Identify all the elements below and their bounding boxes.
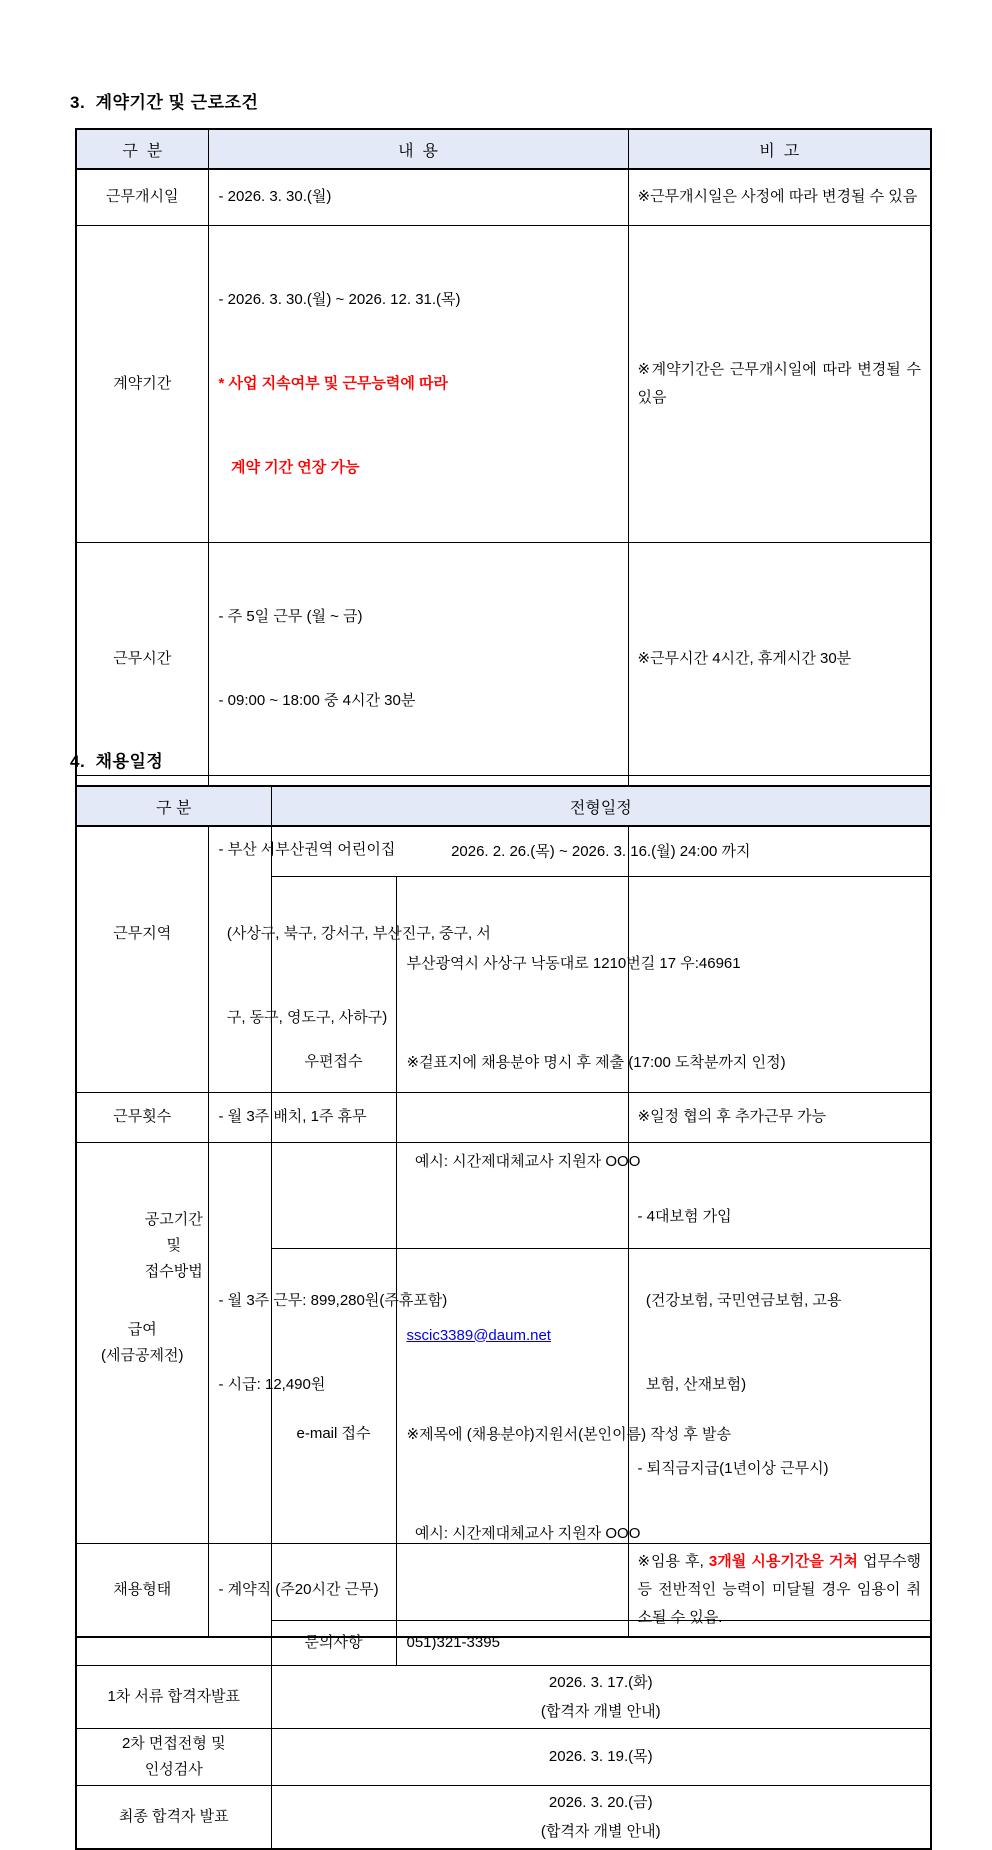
row-label: 근무시간 (76, 542, 208, 775)
note-line: (건강보험, 국민연금보험, 고용 (637, 1291, 842, 1309)
postal-application-details (396, 876, 931, 1248)
row-label: 최종 합격자 발표 (76, 1785, 271, 1849)
row-label: 2차 면접전형 및 인성검사 (76, 1728, 271, 1785)
note-line: - 4대보험 가입 (637, 1207, 732, 1225)
table-row-work-hours (76, 542, 931, 775)
table-row-first-result (76, 1665, 931, 1728)
sub-label: e-mail 접수 (271, 1248, 396, 1620)
email-application-details (396, 1248, 931, 1620)
content-line: - 09:00 ~ 18:00 중 4시간 30분 (218, 691, 416, 709)
row-content: - 계약직 (주20시간 근무) (208, 1543, 628, 1637)
table-row-work-start (76, 169, 931, 225)
row-label: 근무횟수 (76, 1092, 208, 1142)
row-note: ※근무개시일은 사정에 따라 변경될 수 있음 (628, 169, 931, 225)
row-note: ※계약기간은 근무개시일에 따라 변경될 수 있음 (628, 225, 931, 542)
section-3-title: 3. 계약기간 및 근로조건 (70, 93, 259, 112)
content-line-highlight: * 사업 지속여부 및 근무능력에 따라 (218, 374, 449, 392)
content-line: 예시: 시간제대체교사 지원자 OOO (406, 1152, 641, 1170)
row-label-notice-group: 공고기간 및 접수방법 (76, 826, 271, 1665)
row-label: 계약기간 (76, 225, 208, 542)
row-note: ※근무시간 4시간, 휴게시간 30분 (628, 542, 931, 775)
note-line: - 퇴직금지급(1년이상 근무시) (637, 1459, 829, 1477)
email-link-line (407, 1319, 921, 1352)
header-category: 구 분 (76, 786, 271, 826)
note-text: ※임용 후, (637, 1552, 709, 1570)
note-text: 업무수행 등 전반적인 능력이 미달될 경우 임용이 취소될 수 있음. (637, 1552, 921, 1626)
row-content (208, 225, 628, 542)
header-remarks: 비 고 (628, 129, 931, 169)
content-line: - 부산 서부산권역 어린이집 (218, 840, 396, 858)
content-line: 예시: 시간제대체교사 지원자 OOO (406, 1524, 641, 1542)
row-note: ※일정 협의 후 추가근무 가능 (628, 1092, 931, 1142)
row-label: 근무개시일 (76, 169, 208, 225)
recruitment-schedule-table (75, 785, 932, 1850)
email-link[interactable]: sscic3389@daum.net (406, 1326, 551, 1344)
row-content (208, 542, 628, 775)
content-line: ※겉표지에 채용분야 명시 후 제출 (17:00 도착분까지 인정) (406, 1053, 786, 1071)
row-content: - 2026. 3. 30.(월) (208, 169, 628, 225)
schedule-value: 2026. 3. 19.(목) (271, 1728, 931, 1785)
schedule-value: 2026. 3. 20.(금) (합격자 개별 안내) (271, 1785, 931, 1849)
content-line: - 2026. 3. 30.(월) ~ 2026. 12. 31.(목) (218, 290, 461, 308)
table-header-row (76, 786, 931, 826)
content-line: - 시급: 12,490원 (218, 1375, 326, 1393)
sub-label: 우편접수 (271, 876, 396, 1248)
row-label: 근무지역 (76, 775, 208, 1092)
section-4-title: 4. 채용일정 (70, 752, 164, 771)
row-label: 채용형태 (76, 1543, 208, 1637)
application-period: 2026. 2. 26.(목) ~ 2026. 3. 16.(월) 24:00 까지 (271, 826, 931, 876)
table-row-interview (76, 1728, 931, 1785)
row-label: 1차 서류 합격자발표 (76, 1665, 271, 1728)
table-row-contract-period (76, 225, 931, 542)
content-line: - 주 5일 근무 (월 ~ 금) (218, 607, 363, 625)
content-line: - 월 3주 근무: 899,280원(주휴포함) (218, 1291, 448, 1309)
content-line: 부산광역시 사상구 낙동대로 1210번길 17 우:46961 (406, 954, 741, 972)
header-content: 내 용 (208, 129, 628, 169)
note-line: 보험, 산재보험) (637, 1375, 747, 1393)
table-row-notice-period (76, 826, 931, 876)
inquiry-phone: 051)321-3395 (396, 1620, 931, 1665)
header-category: 구 분 (76, 129, 208, 169)
content-line: 구, 동구, 영도구, 사하구) (218, 1008, 388, 1026)
schedule-value: 2026. 3. 17.(화) (합격자 개별 안내) (271, 1665, 931, 1728)
content-line-highlight: 계약 기간 연장 가능 (218, 458, 360, 476)
content-line: ※제목에 (채용분야)지원서(본인이름) 작성 후 발송 (406, 1425, 732, 1443)
content-line: (사상구, 북구, 강서구, 부산진구, 중구, 서 (218, 924, 491, 942)
row-label: 급여 (세금공제전) (76, 1142, 208, 1543)
header-schedule: 전형일정 (271, 786, 931, 826)
sub-label: 문의사항 (271, 1620, 396, 1665)
table-row-final-result (76, 1785, 931, 1849)
note-text-highlight: 3개월 시용기간을 거쳐 (708, 1552, 858, 1570)
row-content: - 월 3주 배치, 1주 휴무 (208, 1092, 628, 1142)
table-header-row (76, 129, 931, 169)
